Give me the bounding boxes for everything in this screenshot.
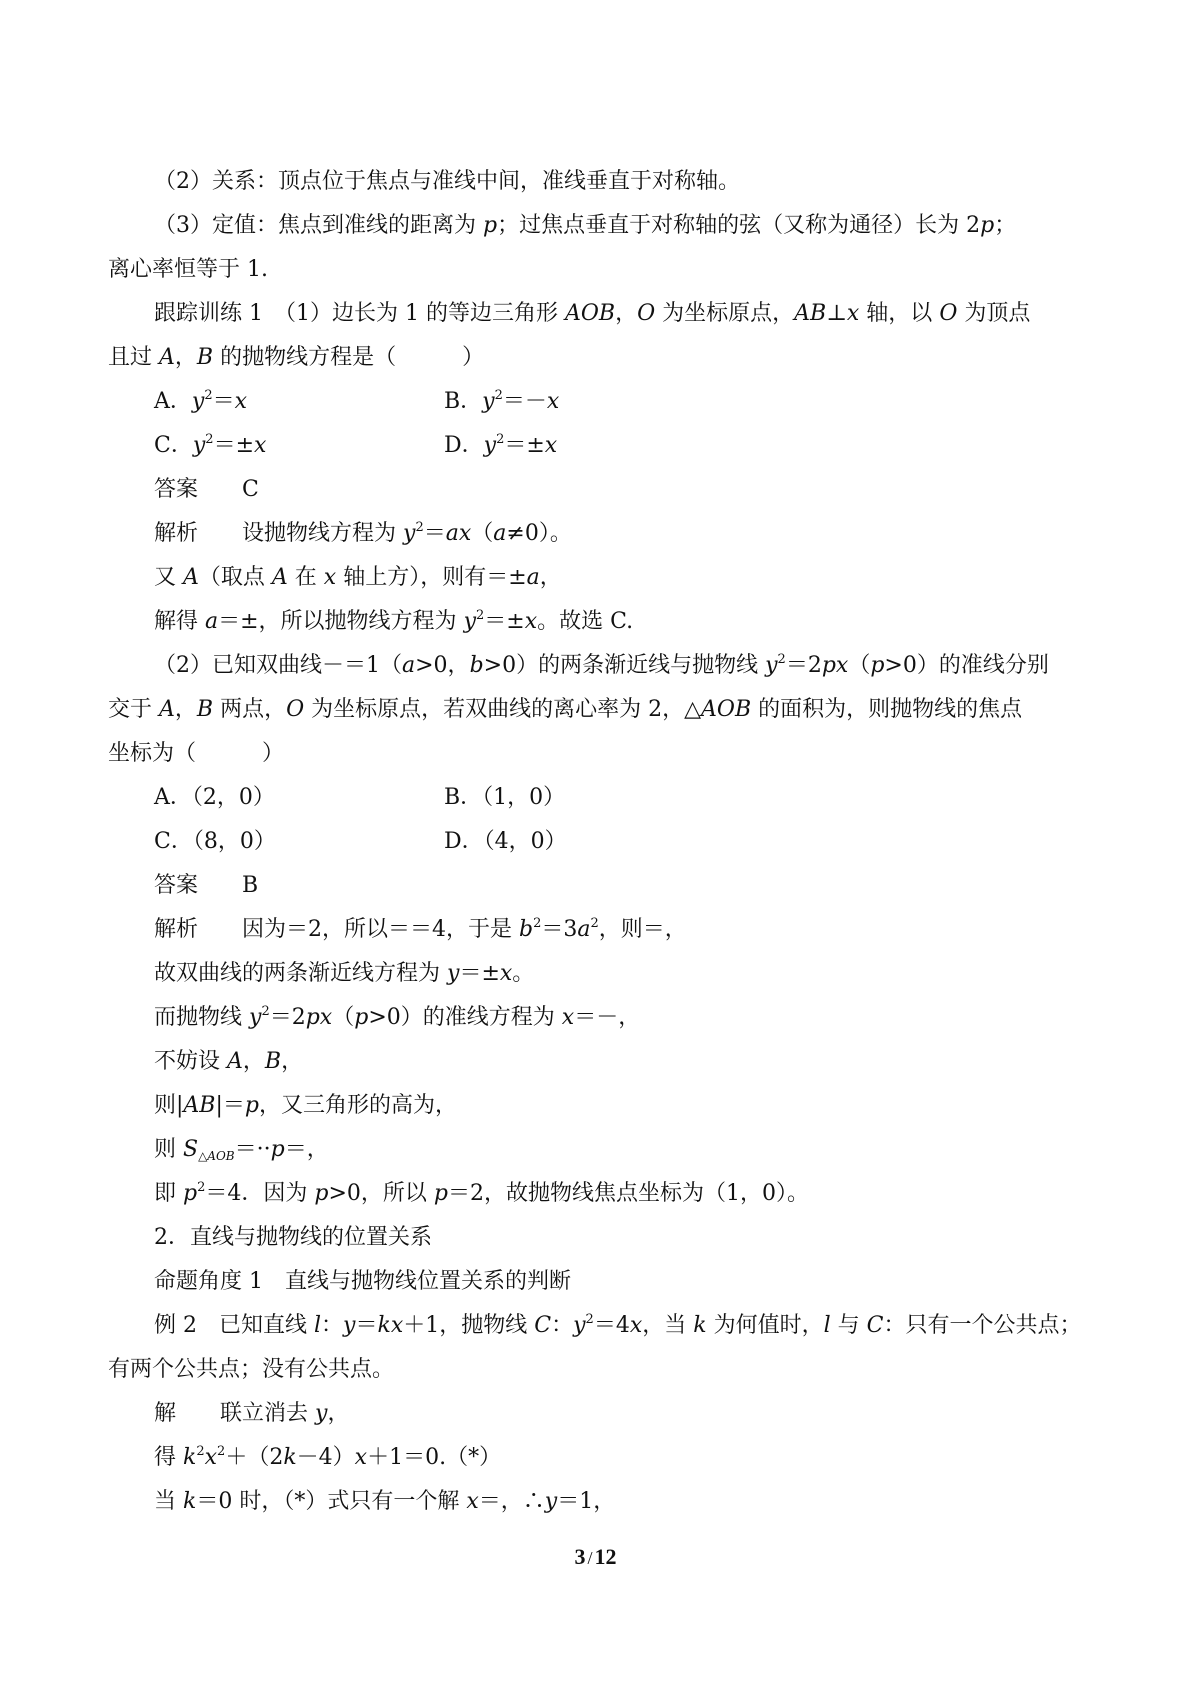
text-line: 得 $k^2x^2+(2k-4)x+1=0.(*)$ <box>154 1444 502 1470</box>
answer-line: 答案 C <box>154 477 259 502</box>
example-line: 例 2 已知直线 l：y＝kx＋1，抛物线 C：$y^2=4x$，当 k 为何值时，l 与 C：只有一个公共点； <box>154 1312 1082 1338</box>
subsection-heading: 命题角度 1 直线与抛物线位置关系的判断 <box>154 1269 571 1294</box>
option-c: C．（8，0） <box>154 829 276 854</box>
solution-line: 解 联立消去 y， <box>154 1401 350 1426</box>
option-row <box>108 776 1088 820</box>
text-line: （3）定值：焦点到准线的距离为 p；过焦点垂直于对称轴的弦（又称为通径）长为 2p； <box>154 213 1017 238</box>
text-line: 当 k＝0 时，（*）式只有一个解 x＝，∴y＝1， <box>154 1489 616 1514</box>
question-line: （2）已知双曲线－＝1（a>0，b>0）的两条渐近线与抛物线 $y^2=2px(p>0)$的准线分别 <box>154 652 1049 678</box>
text-line: 有两个公共点；没有公共点。 <box>108 1357 395 1382</box>
page-number: 3 /12 <box>574 1544 617 1569</box>
text-line: 交于 A，B 两点，O 为坐标原点，若双曲线的离心率为 2，△AOB 的面积为，则抛物线的焦点 <box>108 697 1023 722</box>
text-line: 而抛物线 $y^2=2px(p>0)$的准线方程为 x＝－， <box>154 1004 641 1030</box>
option-d: D．（4，0） <box>444 829 567 854</box>
text-line: 则 $S_{\triangle AOB}=\cdot\cdot p=$， <box>154 1137 329 1163</box>
option-a: A．$y^2=x$ <box>154 388 248 414</box>
document-body <box>108 160 1088 1524</box>
text-line: 坐标为（ ） <box>108 741 285 766</box>
text-line: （2）关系：顶点位于焦点与准线中间，准线垂直于对称轴。 <box>154 169 740 194</box>
exercise-heading: 跟踪训练 1 （1）边长为 1 的等边三角形 AOB，O 为坐标原点，AB⊥x 轴，以 O 为顶点 <box>154 301 1031 326</box>
section-heading: 2．直线与抛物线的位置关系 <box>154 1225 432 1250</box>
text-line: 离心率恒等于 1. <box>108 257 268 282</box>
option-row <box>108 820 1088 864</box>
option-row <box>108 424 1088 468</box>
text-line: 不妨设 A，B， <box>154 1049 304 1074</box>
text-line: 解得 a＝±，所以抛物线方程为 $y^2=\pm x$。故选 C. <box>154 608 634 634</box>
option-b: B．$y^2=-x$ <box>444 388 560 414</box>
option-a: A．（2，0） <box>154 785 275 810</box>
answer-line: 答案 B <box>154 873 259 898</box>
analysis-line: 解析 设抛物线方程为 $y^2=ax(a\ne 0)$。 <box>154 520 572 546</box>
text-line: 且过 A，B 的抛物线方程是（ ） <box>108 345 485 370</box>
option-c: C．$y^2=\pm x$ <box>154 432 267 458</box>
text-line: 即 $p^2=4$．因为 p>0，所以 p＝2，故抛物线焦点坐标为（1，0）。 <box>154 1180 809 1206</box>
option-b: B．（1，0） <box>444 785 566 810</box>
text-line: 则|AB|＝p，又三角形的高为， <box>154 1093 458 1118</box>
text-line: 故双曲线的两条渐近线方程为 y＝±x。 <box>154 961 535 986</box>
text-line: 又 A（取点 A 在 x 轴上方），则有＝±a， <box>154 565 562 590</box>
option-row <box>108 380 1088 424</box>
option-d: D．$y^2=\pm x$ <box>444 432 558 458</box>
analysis-line: 解析 因为＝2，所以＝＝4，于是 $b^2=3a^2$，则＝， <box>154 916 687 942</box>
